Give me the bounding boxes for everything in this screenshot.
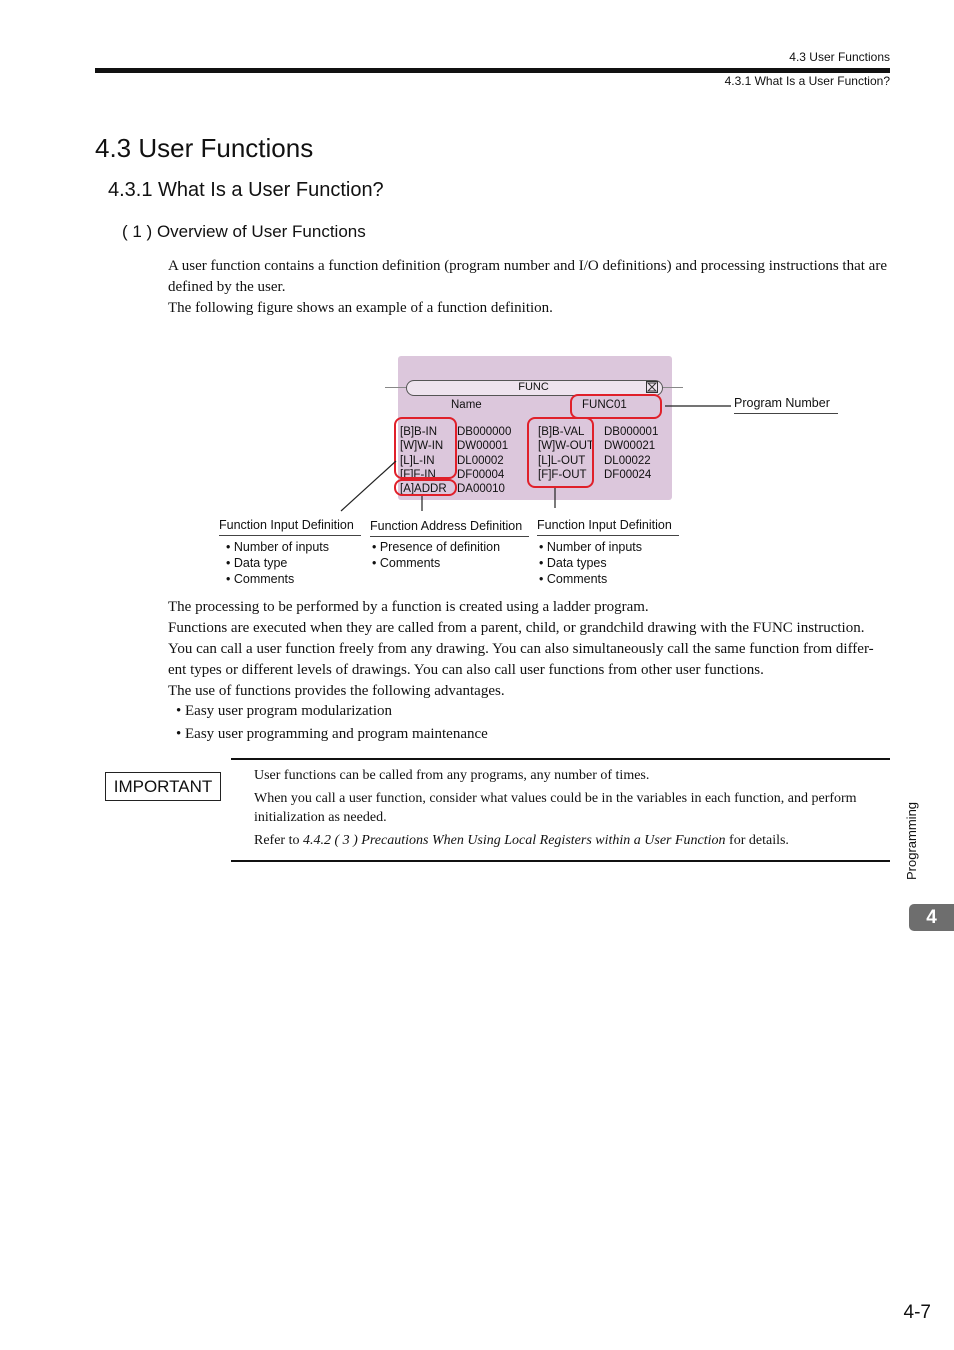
input-def-2: [W]W-IN (400, 440, 444, 453)
name-label: Name (451, 399, 482, 411)
important-line-1: User functions can be called from any programs, any number of times. (254, 768, 650, 783)
important-ref-suffix: for details. (725, 833, 789, 848)
body-paragraph-2: Functions are executed when they are called from a parent, child, or grandchild drawing with the FUNC instruction. (168, 620, 865, 636)
input-def-right-list (539, 539, 642, 587)
important-label: IMPORTANT (105, 772, 221, 801)
important-top-rule (231, 758, 890, 760)
important-line-3 (254, 831, 886, 850)
input-def-right-item-2: • Data types (539, 556, 607, 570)
address-def-callout: Function Address Definition (370, 519, 529, 537)
subheading: ( 1 ) Overview of User Functions (122, 222, 366, 241)
running-header-subsection: 4.3.1 What Is a User Function? (724, 74, 890, 88)
subsection-title: 4.3.1 What Is a User Function? (108, 179, 384, 201)
important-ref-prefix: Refer to (254, 833, 303, 848)
important-line-2: When you call a user function, consider what values could be in the variables in each function, and perform initialization as needed. (254, 791, 857, 825)
section-title: 4.3 User Functions (95, 133, 314, 163)
advantages-list (168, 700, 488, 746)
chapter-side-label: Programming (904, 801, 919, 880)
input-def-left-list (226, 539, 329, 587)
output-address-4: DF00024 (604, 468, 652, 481)
input-def-left-item-3: • Comments (226, 572, 295, 586)
output-address-3: DL00022 (604, 454, 651, 467)
output-def-4: [F]F-OUT (538, 468, 587, 481)
address-def-item-1: • Presence of definition (372, 540, 501, 554)
address-def-list (372, 539, 500, 571)
important-bottom-rule (231, 860, 890, 862)
page-number: 4-7 (903, 1302, 931, 1323)
running-header-section: 4.3 User Functions (789, 50, 890, 64)
input-address-4: DF00004 (457, 468, 505, 481)
input-address-3: DL00002 (457, 454, 504, 467)
intro-paragraph-1: A user function contains a function definition (program number and I/O definitions) and processing instructions that are defined by the user. (168, 258, 887, 295)
input-def-left-item-2: • Data type (226, 556, 288, 570)
address-def: [A]ADDR (400, 483, 447, 496)
address-def-item-2: • Comments (372, 556, 441, 570)
output-def-1: [B]B-VAL (538, 426, 585, 438)
input-address-1: DB000000 (457, 426, 512, 438)
address-value: DA00010 (457, 483, 505, 496)
body-paragraph-3: You can call a user function freely from any drawing. You can also simultaneously call the same function from differ-ent types or different levels of drawings. You can also call user functions from other user functions. (168, 641, 874, 678)
input-def-right-item-1: • Number of inputs (539, 540, 643, 554)
input-def-1: [B]B-IN (400, 426, 438, 438)
program-number-callout: Program Number (734, 396, 838, 414)
input-def-left-callout: Function Input Definition (219, 518, 361, 536)
body-paragraph-4: The use of functions provides the following advantages. (168, 683, 505, 699)
program-number-value: FUNC01 (582, 399, 627, 411)
advantage-item-2: • Easy user programming and program maintenance (176, 726, 488, 742)
output-address-1: DB000001 (604, 426, 659, 438)
body-paragraph-1: The processing to be performed by a function is created using a ladder program. (168, 599, 649, 615)
input-def-4: [F]F-IN (400, 468, 436, 481)
body-text (168, 597, 890, 702)
intro-paragraph-2: The following figure shows an example of a function definition. (168, 300, 553, 316)
input-def-right-item-3: • Comments (539, 572, 608, 586)
func-title-text: FUNC (518, 381, 549, 393)
input-def-left-item-1: • Number of inputs (226, 540, 330, 554)
output-def-2: [W]W-OUT (538, 440, 594, 453)
important-text (254, 766, 886, 854)
input-def-right-callout: Function Input Definition (537, 518, 679, 536)
chapter-tab[interactable]: 4 (909, 904, 954, 931)
input-def-3: [L]L-IN (400, 454, 435, 467)
input-address-2: DW00001 (457, 440, 509, 453)
output-address-2: DW00021 (604, 440, 656, 453)
important-cross-reference[interactable]: 4.4.2 ( 3 ) Precautions When Using Local Registers within a User Function (302, 833, 726, 848)
output-def-3: [L]L-OUT (538, 454, 586, 467)
advantage-item-1: • Easy user program modularization (176, 703, 393, 719)
